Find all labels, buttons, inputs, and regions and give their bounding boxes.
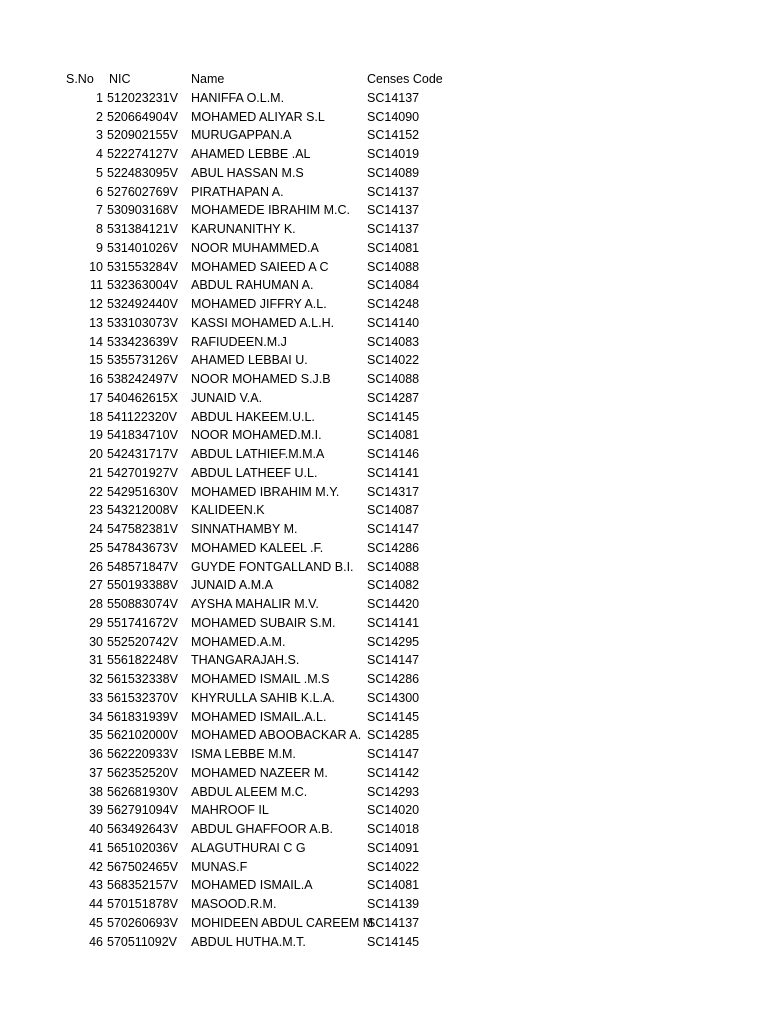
nic-cell: 562681930V <box>107 784 178 799</box>
sno-cell: 21 <box>89 465 103 480</box>
censes-code-cell: SC14140 <box>367 315 420 330</box>
name-cell: HANIFFA O.L.M. <box>191 90 285 105</box>
header-sno: S.No <box>66 72 94 86</box>
sno-cell: 33 <box>89 690 103 705</box>
nic-cell: 543212008V <box>107 503 178 518</box>
name-cell: THANGARAJAH.S. <box>191 653 300 668</box>
table-row <box>0 464 768 483</box>
name-cell: KALIDEEN.K <box>191 503 265 518</box>
table-row <box>0 708 768 727</box>
table-row <box>0 126 768 145</box>
nic-cell: 561532370V <box>107 690 178 705</box>
nic-cell: 548571847V <box>107 559 178 574</box>
censes-code-cell: SC14137 <box>367 90 420 105</box>
table-row <box>0 726 768 745</box>
table-row <box>0 426 768 445</box>
nic-cell: 532363004V <box>107 278 178 293</box>
censes-code-cell: SC14146 <box>367 447 420 461</box>
censes-code-cell: SC14081 <box>367 878 420 893</box>
table-row <box>0 745 768 764</box>
table-row <box>0 633 768 652</box>
nic-cell: 562791094V <box>107 803 178 818</box>
censes-code-cell: SC14081 <box>367 240 420 255</box>
nic-cell: 562102000V <box>107 728 178 743</box>
table-row <box>0 89 768 108</box>
name-cell: ALAGUTHURAI C G <box>191 840 306 855</box>
nic-cell: 565102036V <box>107 840 178 855</box>
spreadsheet-table <box>0 70 768 951</box>
table-row <box>0 295 768 314</box>
name-cell: ABDUL RAHUMAN A. <box>191 278 314 293</box>
censes-code-cell: SC14090 <box>367 109 420 124</box>
table-row <box>0 895 768 914</box>
table-row <box>0 445 768 464</box>
table-row <box>0 651 768 670</box>
censes-code-cell: SC14142 <box>367 765 420 780</box>
sno-cell: 7 <box>96 203 103 218</box>
table-row <box>0 201 768 220</box>
censes-code-cell: SC14088 <box>367 559 420 574</box>
table-row <box>0 576 768 595</box>
sno-cell: 45 <box>89 915 103 930</box>
nic-cell: 520664904V <box>107 109 178 124</box>
nic-cell: 567502465V <box>107 859 178 874</box>
name-cell: MOHAMED ISMAIL .M.S <box>191 672 330 686</box>
name-cell: AHAMED LEBBAI U. <box>191 353 308 368</box>
name-cell: MUNAS.F <box>191 859 248 874</box>
nic-cell: 520902155V <box>107 128 178 143</box>
sno-cell: 14 <box>89 334 103 349</box>
sno-cell: 12 <box>89 297 103 311</box>
censes-code-cell: SC14087 <box>367 503 420 518</box>
name-cell: JUNAID V.A. <box>191 390 263 405</box>
sno-cell: 5 <box>96 165 103 180</box>
sno-cell: 3 <box>96 128 103 143</box>
table-row <box>0 145 768 164</box>
censes-code-cell: SC14145 <box>367 709 420 724</box>
nic-cell: 531553284V <box>107 259 178 274</box>
nic-cell: 522483095V <box>107 165 178 180</box>
name-cell: NOOR MOHAMED.M.I. <box>191 428 322 443</box>
table-row <box>0 183 768 202</box>
nic-cell: 542431717V <box>107 447 178 461</box>
name-cell: NOOR MUHAMMED.A <box>191 240 319 255</box>
nic-cell: 531384121V <box>107 222 178 236</box>
name-cell: MOHAMED IBRAHIM M.Y. <box>191 484 340 499</box>
censes-code-cell: SC14141 <box>367 615 420 630</box>
sno-cell: 28 <box>89 597 103 611</box>
nic-cell: 541122320V <box>107 409 177 424</box>
name-cell: PIRATHAPAN A. <box>191 184 284 199</box>
sno-cell: 19 <box>89 428 103 443</box>
name-cell: MOHAMED SAIEED A C <box>191 259 329 274</box>
name-cell: ABUL HASSAN M.S <box>191 165 304 180</box>
table-row <box>0 595 768 614</box>
sno-cell: 39 <box>89 803 103 818</box>
table-row <box>0 539 768 558</box>
name-cell: MOHAMED.A.M. <box>191 634 286 649</box>
nic-cell: 512023231V <box>107 90 178 105</box>
table-row <box>0 689 768 708</box>
nic-cell: 533103073V <box>107 315 178 330</box>
sno-cell: 32 <box>89 672 103 686</box>
nic-cell: 532492440V <box>107 297 178 311</box>
table-row <box>0 839 768 858</box>
table-row <box>0 164 768 183</box>
header-row <box>0 70 768 89</box>
name-cell: MAHROOF IL <box>191 803 269 818</box>
nic-cell: 556182248V <box>107 653 178 668</box>
censes-code-cell: SC14285 <box>367 728 420 743</box>
sno-cell: 8 <box>96 222 103 236</box>
table-row <box>0 108 768 127</box>
nic-cell: 570260693V <box>107 915 178 930</box>
nic-cell: 561532338V <box>107 672 178 686</box>
sno-cell: 41 <box>89 840 103 855</box>
sno-cell: 23 <box>89 503 103 518</box>
sno-cell: 46 <box>89 934 103 949</box>
nic-cell: 541834710V <box>107 428 178 443</box>
sno-cell: 42 <box>89 859 103 874</box>
sno-cell: 22 <box>89 484 103 499</box>
sno-cell: 1 <box>96 90 103 105</box>
sno-cell: 9 <box>96 240 103 255</box>
name-cell: AHAMED LEBBE .AL <box>191 147 311 161</box>
sno-cell: 35 <box>89 728 103 743</box>
table-body <box>0 89 768 952</box>
name-cell: ABDUL HAKEEM.U.L. <box>191 409 315 424</box>
table-row <box>0 501 768 520</box>
table-row <box>0 876 768 895</box>
table-row <box>0 408 768 427</box>
censes-code-cell: SC14293 <box>367 784 420 799</box>
sno-cell: 15 <box>89 353 103 368</box>
table-row <box>0 258 768 277</box>
censes-code-cell: SC14022 <box>367 859 420 874</box>
name-cell: MURUGAPPAN.A <box>191 128 292 143</box>
sno-cell: 2 <box>96 109 103 124</box>
censes-code-cell: SC14019 <box>367 147 420 161</box>
censes-code-cell: SC14082 <box>367 578 420 593</box>
table-row <box>0 483 768 502</box>
censes-code-cell: SC14147 <box>367 522 420 536</box>
nic-cell: 538242497V <box>107 372 178 386</box>
sno-cell: 34 <box>89 709 103 724</box>
name-cell: MOHAMEDE IBRAHIM M.C. <box>191 203 351 218</box>
nic-cell: 522274127V <box>107 147 178 161</box>
sno-cell: 10 <box>89 259 103 274</box>
censes-code-cell: SC14141 <box>367 465 420 480</box>
name-cell: RAFIUDEEN.M.J <box>191 334 287 349</box>
table-row <box>0 220 768 239</box>
censes-code-cell: SC14300 <box>367 690 420 705</box>
name-cell: MOHAMED ISMAIL.A.L. <box>191 709 327 724</box>
nic-cell: 527602769V <box>107 184 178 199</box>
censes-code-cell: SC14018 <box>367 822 420 836</box>
table-row <box>0 520 768 539</box>
censes-code-cell: SC14137 <box>367 915 420 930</box>
nic-cell: 531401026V <box>107 240 178 255</box>
sno-cell: 37 <box>89 765 103 780</box>
censes-code-cell: SC14147 <box>367 747 420 761</box>
sno-cell: 20 <box>89 447 103 461</box>
censes-code-cell: SC14145 <box>367 409 420 424</box>
sno-cell: 44 <box>89 897 103 911</box>
censes-code-cell: SC14020 <box>367 803 420 818</box>
censes-code-cell: SC14137 <box>367 203 420 218</box>
censes-code-cell: SC14081 <box>367 428 420 443</box>
nic-cell: 550193388V <box>107 578 178 593</box>
table-row <box>0 333 768 352</box>
sno-cell: 29 <box>89 615 103 630</box>
nic-cell: 570511092V <box>107 934 177 949</box>
censes-code-cell: SC14084 <box>367 278 420 293</box>
censes-code-cell: SC14088 <box>367 259 420 274</box>
name-cell: MOHAMED JIFFRY A.L. <box>191 297 327 311</box>
censes-code-cell: SC14317 <box>367 484 420 499</box>
header-name: Name <box>191 72 225 86</box>
table-row <box>0 801 768 820</box>
nic-cell: 563492643V <box>107 822 178 836</box>
censes-code-cell: SC14145 <box>367 934 420 949</box>
name-cell: KHYRULLA SAHIB K.L.A. <box>191 690 335 705</box>
censes-code-cell: SC14088 <box>367 372 420 386</box>
header-censes-code: Censes Code <box>367 72 443 86</box>
censes-code-cell: SC14022 <box>367 353 420 368</box>
table-row <box>0 370 768 389</box>
table-row <box>0 351 768 370</box>
censes-code-cell: SC14295 <box>367 634 420 649</box>
table-row <box>0 314 768 333</box>
name-cell: ABDUL ALEEM M.C. <box>191 784 308 799</box>
name-cell: MASOOD.R.M. <box>191 897 277 911</box>
sno-cell: 6 <box>96 184 103 199</box>
table-row <box>0 933 768 952</box>
table-row <box>0 820 768 839</box>
censes-code-cell: SC14287 <box>367 390 420 405</box>
name-cell: SINNATHAMBY M. <box>191 522 298 536</box>
nic-cell: 542951630V <box>107 484 178 499</box>
name-cell: KARUNANITHY K. <box>191 222 296 236</box>
table-row <box>0 276 768 295</box>
name-cell: KASSI MOHAMED A.L.H. <box>191 315 335 330</box>
censes-code-cell: SC14248 <box>367 297 420 311</box>
nic-cell: 568352157V <box>107 878 178 893</box>
sno-cell: 18 <box>89 409 103 424</box>
censes-code-cell: SC14137 <box>367 184 420 199</box>
table-row <box>0 783 768 802</box>
table-row <box>0 389 768 408</box>
sno-cell: 11 <box>90 278 103 293</box>
nic-cell: 551741672V <box>107 615 178 630</box>
table-row <box>0 764 768 783</box>
table-row <box>0 239 768 258</box>
sno-cell: 40 <box>89 822 103 836</box>
table-row <box>0 558 768 577</box>
nic-cell: 530903168V <box>107 203 178 218</box>
sno-cell: 27 <box>89 578 103 593</box>
censes-code-cell: SC14152 <box>367 128 420 143</box>
censes-code-cell: SC14137 <box>367 222 420 236</box>
nic-cell: 533423639V <box>107 334 178 349</box>
censes-code-cell: SC14286 <box>367 672 420 686</box>
censes-code-cell: SC14420 <box>367 597 420 611</box>
sno-cell: 30 <box>89 634 103 649</box>
name-cell: ABDUL LATHEEF U.L. <box>191 465 318 480</box>
name-cell: ABDUL GHAFFOOR A.B. <box>191 822 333 836</box>
sno-cell: 24 <box>89 522 103 536</box>
nic-cell: 562352520V <box>107 765 178 780</box>
nic-cell: 570151878V <box>107 897 178 911</box>
censes-code-cell: SC14091 <box>367 840 420 855</box>
name-cell: ISMA LEBBE M.M. <box>191 747 296 761</box>
table-row <box>0 670 768 689</box>
table-row <box>0 614 768 633</box>
censes-code-cell: SC14083 <box>367 334 420 349</box>
sno-cell: 43 <box>89 878 103 893</box>
name-cell: MOHAMED ISMAIL.A <box>191 878 313 893</box>
sno-cell: 25 <box>89 540 103 555</box>
sno-cell: 13 <box>89 315 103 330</box>
nic-cell: 562220933V <box>107 747 178 761</box>
sno-cell: 38 <box>89 784 103 799</box>
table-row <box>0 858 768 877</box>
sno-cell: 31 <box>89 653 103 668</box>
header-nic: NIC <box>109 72 131 86</box>
sno-cell: 4 <box>96 147 103 161</box>
name-cell: MOHAMED KALEEL .F. <box>191 540 324 555</box>
nic-cell: 542701927V <box>107 465 178 480</box>
name-cell: MOHAMED ALIYAR S.L <box>191 109 325 124</box>
nic-cell: 561831939V <box>107 709 178 724</box>
name-cell: GUYDE FONTGALLAND B.I. <box>191 559 354 574</box>
name-cell: MOHAMED ABOOBACKAR A. <box>191 728 362 743</box>
nic-cell: 540462615X <box>107 390 178 405</box>
name-cell: MOHAMED NAZEER M. <box>191 765 328 780</box>
nic-cell: 535573126V <box>107 353 178 368</box>
sno-cell: 16 <box>89 372 103 386</box>
nic-cell: 547843673V <box>107 540 178 555</box>
name-cell: AYSHA MAHALIR M.V. <box>191 597 319 611</box>
censes-code-cell: SC14286 <box>367 540 420 555</box>
sno-cell: 17 <box>89 390 103 405</box>
sno-cell: 26 <box>89 559 103 574</box>
censes-code-cell: SC14139 <box>367 897 420 911</box>
nic-cell: 550883074V <box>107 597 178 611</box>
name-cell: MOHAMED SUBAIR S.M. <box>191 615 336 630</box>
table-row <box>0 914 768 933</box>
name-cell: ABDUL HUTHA.M.T. <box>191 934 306 949</box>
name-cell: ABDUL LATHIEF.M.M.A <box>191 447 325 461</box>
nic-cell: 552520742V <box>107 634 178 649</box>
name-cell: NOOR MOHAMED S.J.B <box>191 372 331 386</box>
censes-code-cell: SC14089 <box>367 165 420 180</box>
name-cell: MOHIDEEN ABDUL CAREEM M <box>191 915 374 930</box>
name-cell: JUNAID A.M.A <box>191 578 273 593</box>
censes-code-cell: SC14147 <box>367 653 420 668</box>
nic-cell: 547582381V <box>107 522 178 536</box>
sno-cell: 36 <box>89 747 103 761</box>
